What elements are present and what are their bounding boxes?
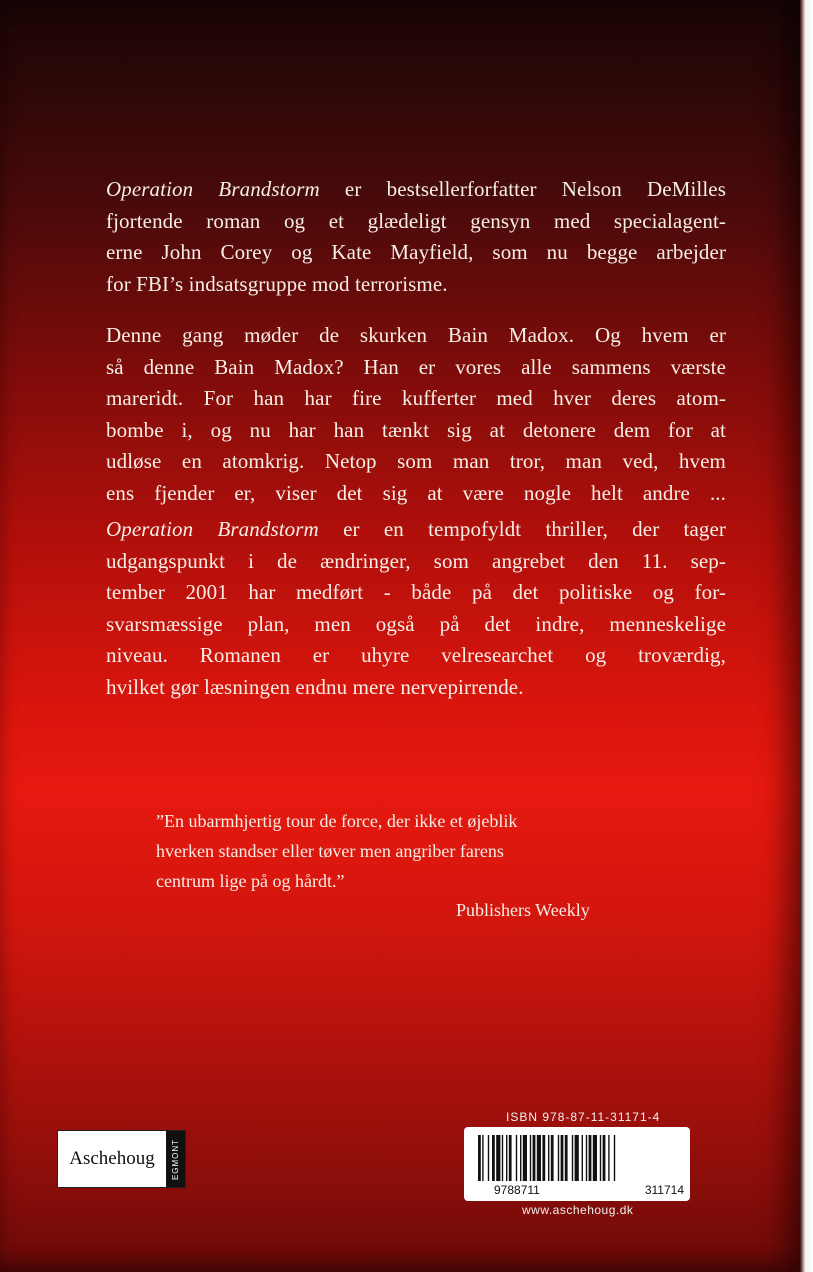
barcode-bar <box>548 1135 549 1181</box>
isbn-block <box>478 1110 690 1217</box>
barcode <box>464 1127 690 1201</box>
barcode-bar <box>600 1135 601 1181</box>
barcode-bar <box>542 1135 545 1181</box>
text-line: svarsmæssige plan, men også på det indre, menneskelige <box>106 611 726 636</box>
barcode-bar <box>537 1135 541 1181</box>
text-line: for FBI’s indsatsgruppe mod terrorisme. <box>106 271 448 296</box>
barcode-bar <box>488 1135 489 1181</box>
text-line: ens fjender er, viser det sig at være nogle helt andre ... <box>106 480 726 505</box>
barcode-bar <box>586 1135 587 1181</box>
imprint-badge <box>166 1131 185 1187</box>
barcode-bar <box>502 1135 503 1181</box>
barcode-bar <box>482 1135 483 1181</box>
text-line <box>106 514 726 546</box>
text-line: fjortende roman og et glædeligt gensyn med specialagent- <box>106 208 726 233</box>
barcode-bar <box>558 1135 559 1181</box>
quote-line: ”En ubarmhjertig tour de force, der ikke et øjeblik <box>156 811 518 831</box>
text-line: Denne gang møder de skurken Bain Madox. Og hvem er <box>106 323 726 347</box>
publisher-name: Aschehoug <box>69 1148 155 1169</box>
barcode-bar <box>572 1135 573 1181</box>
barcode-bar <box>565 1135 568 1181</box>
text-line <box>106 174 726 206</box>
description-paragraph-1 <box>106 174 726 300</box>
barcode-bars <box>474 1135 680 1185</box>
barcode-bar <box>520 1135 521 1181</box>
barcode-bar <box>496 1135 500 1181</box>
barcode-digits-right: 311714 <box>644 1183 684 1197</box>
imprint-name: EGMONT <box>171 1138 181 1180</box>
barcode-bar <box>530 1135 531 1181</box>
barcode-bar <box>478 1135 481 1181</box>
barcode-digits <box>494 1183 684 1197</box>
barcode-bar <box>551 1135 554 1181</box>
barcode-bar <box>533 1135 536 1181</box>
text-line: niveau. Romanen er uhyre velresearchet og troværdig, <box>106 643 726 667</box>
barcode-bar <box>523 1135 527 1181</box>
barcode-bar <box>593 1135 597 1181</box>
barcode-bar <box>589 1135 592 1181</box>
barcode-bar <box>561 1135 564 1181</box>
text-line: hvilket gør læsningen endnu mere nervepirrende. <box>106 674 524 699</box>
text-line: tember 2001 har medført - både på det politiske og for- <box>106 580 726 604</box>
book-title: Operation Brandstorm <box>106 517 319 541</box>
text-line: erne John Corey og Kate Mayfield, som nu begge arbejder <box>106 240 726 264</box>
barcode-bar <box>509 1135 512 1181</box>
barcode-bar <box>582 1135 583 1181</box>
text-span: er bestsellerforfatter Nelson DeMilles <box>319 177 726 201</box>
description-paragraph-3 <box>106 514 726 703</box>
barcode-bar <box>603 1135 606 1181</box>
page-edge <box>800 0 813 1272</box>
description-paragraph-2 <box>106 320 726 509</box>
barcode-bar <box>614 1135 615 1181</box>
barcode-digits-left: 9788711 <box>494 1183 540 1197</box>
barcode-bar <box>575 1135 579 1181</box>
text-line: mareridt. For han har fire kufferter med hver deres atom- <box>106 386 726 410</box>
text-line: så denne Bain Madox? Han er vores alle sammens værste <box>106 354 726 379</box>
quote-line: centrum lige på og hårdt.” <box>156 871 345 891</box>
text-span: er en tempofyldt thriller, der tager <box>318 517 726 541</box>
review-quote <box>156 806 626 896</box>
isbn-label: ISBN 978-87-11-31171-4 <box>506 1110 661 1124</box>
quote-line: hverken standser eller tøver men angriber farens <box>156 841 504 861</box>
text-line: udløse en atomkrig. Netop som man tror, man ved, hvem <box>106 449 726 473</box>
quote-source: Publishers Weekly <box>456 900 590 920</box>
barcode-bar <box>516 1135 517 1181</box>
barcode-bar <box>608 1135 609 1181</box>
barcode-bar <box>492 1135 495 1181</box>
barcode-bar <box>506 1135 507 1181</box>
book-title: Operation Brandstorm <box>106 177 320 201</box>
text-line: udgangspunkt i de ændringer, som angrebet den 11. sep- <box>106 548 726 573</box>
publisher-logo <box>57 1130 186 1188</box>
publisher-url: www.aschehoug.dk <box>522 1203 634 1217</box>
text-line: bombe i, og nu har han tænkt sig at detonere dem for at <box>106 417 726 442</box>
